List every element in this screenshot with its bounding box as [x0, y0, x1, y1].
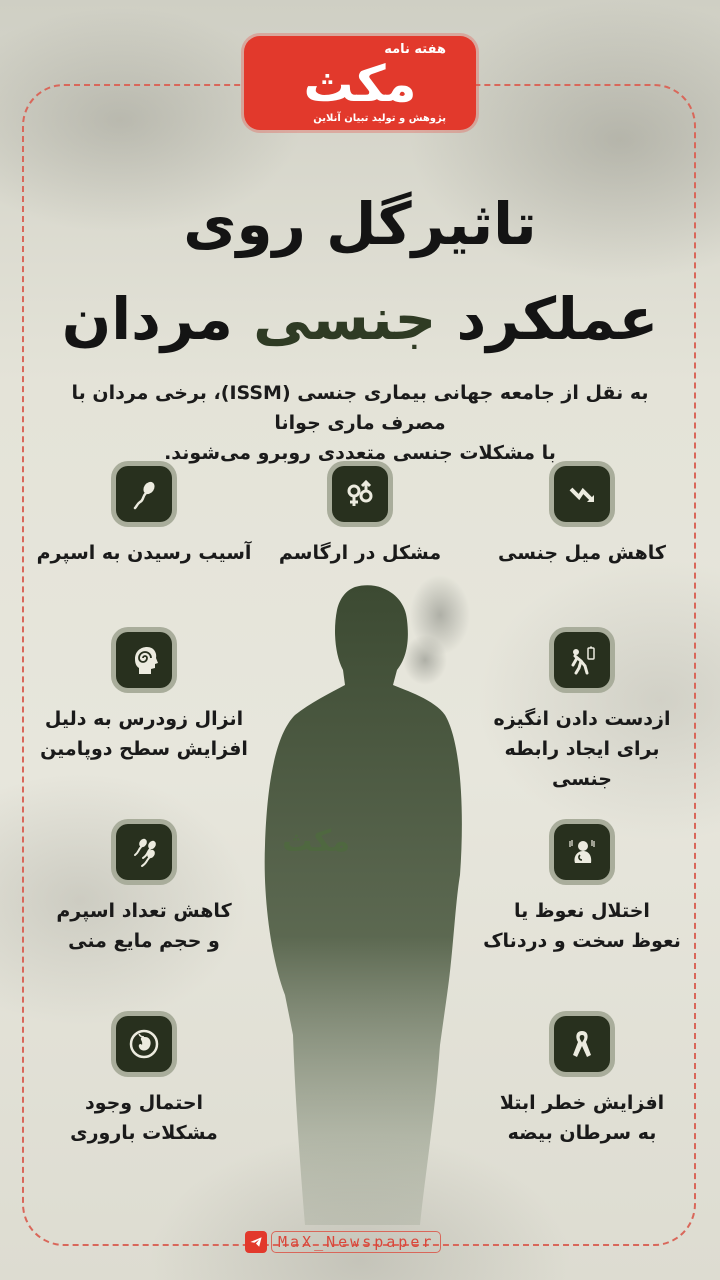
- effect-label: [472, 704, 692, 794]
- effect-label-line-1: احتمال وجود: [84, 1092, 204, 1114]
- distressed-person-icon: [554, 824, 610, 880]
- effect-label-line-2: افزایش سطح دوپامین: [40, 738, 248, 760]
- title-line-2: [0, 285, 720, 353]
- declining-arrow-icon: [554, 466, 610, 522]
- effect-label: [34, 1088, 254, 1148]
- effect-label-line-2: و حجم مایع منی: [68, 930, 220, 952]
- effect-label: [34, 704, 254, 764]
- title-line-1: تاثیرگل روی: [183, 190, 537, 258]
- embryo-icon: [116, 1016, 172, 1072]
- channel-handle[interactable]: MaX_Newspaper: [271, 1231, 441, 1253]
- effect-label: کاهش میل جنسی: [498, 542, 666, 564]
- effect-label-line-2: نعوظ سخت و دردناک: [483, 930, 681, 952]
- effect-label: مشکل در ارگاسم: [278, 542, 442, 564]
- effect-item-lost-motivation: [472, 632, 692, 794]
- effect-label-line-2: مشکلات باروری: [70, 1122, 218, 1144]
- effect-item-testicular-cancer-risk: [472, 1016, 692, 1148]
- effect-label-line-1: افزایش خطر ابتلا: [499, 1092, 665, 1114]
- intro-line-2: با مشکلات جنسی متعددی روبرو می‌شوند.: [164, 442, 556, 464]
- effect-item-low-sperm-count: [34, 824, 254, 956]
- footer-channel: [245, 1231, 441, 1253]
- effect-label: [472, 896, 692, 956]
- logo-brand: مکث: [303, 55, 417, 113]
- logo-top-label: هفته نامه: [384, 42, 446, 57]
- effect-label-line-2: به سرطان بیضه: [507, 1122, 657, 1144]
- effect-label: [472, 1088, 692, 1148]
- effect-label-line-1: ازدست دادن انگیزه: [493, 708, 671, 730]
- intro-line-1: به نقل از جامعه جهانی بیماری جنسی (ISSM)، برخی مردان با مصرف ماری جوانا: [71, 382, 649, 434]
- effect-label-line-1: کاهش تعداد اسپرم: [56, 900, 232, 922]
- sperm-icon: [116, 466, 172, 522]
- magazine-logo: [244, 36, 476, 130]
- tired-person-low-battery-icon: [554, 632, 610, 688]
- effect-item-fertility-problems: [34, 1016, 254, 1148]
- smoking-man-silhouette: [255, 575, 470, 1225]
- awareness-ribbon-icon: [554, 1016, 610, 1072]
- title-word-sexual: جنسی: [253, 285, 437, 353]
- effect-label-line-2: برای ایجاد رابطه جنسی: [504, 738, 660, 790]
- watermark-logo: مکث: [282, 824, 350, 859]
- effect-item-erectile-dysfunction: [472, 824, 692, 956]
- head-spiral-icon: [116, 632, 172, 688]
- effect-item-orgasm-problem: [250, 466, 470, 568]
- intro-paragraph: [40, 378, 680, 468]
- multiple-sperm-icon: [116, 824, 172, 880]
- effect-label-line-1: انزال زودرس به دلیل: [44, 708, 244, 730]
- telegram-icon: [245, 1231, 267, 1253]
- gender-symbols-icon: [332, 466, 388, 522]
- effect-item-premature-ejaculation: [34, 632, 254, 764]
- effect-label: [34, 896, 254, 956]
- effect-label-line-1: اختلال نعوظ یا: [514, 900, 650, 922]
- effect-item-sperm-damage: [34, 466, 254, 568]
- logo-tagline: پژوهش و تولید تبیان آنلاین: [313, 113, 446, 124]
- effect-label: آسیب رسیدن به اسپرم: [36, 542, 252, 564]
- title-word-men: مردان: [61, 285, 254, 353]
- title-word-performance: عملکرد: [436, 285, 659, 353]
- effect-item-reduced-libido: [472, 466, 692, 568]
